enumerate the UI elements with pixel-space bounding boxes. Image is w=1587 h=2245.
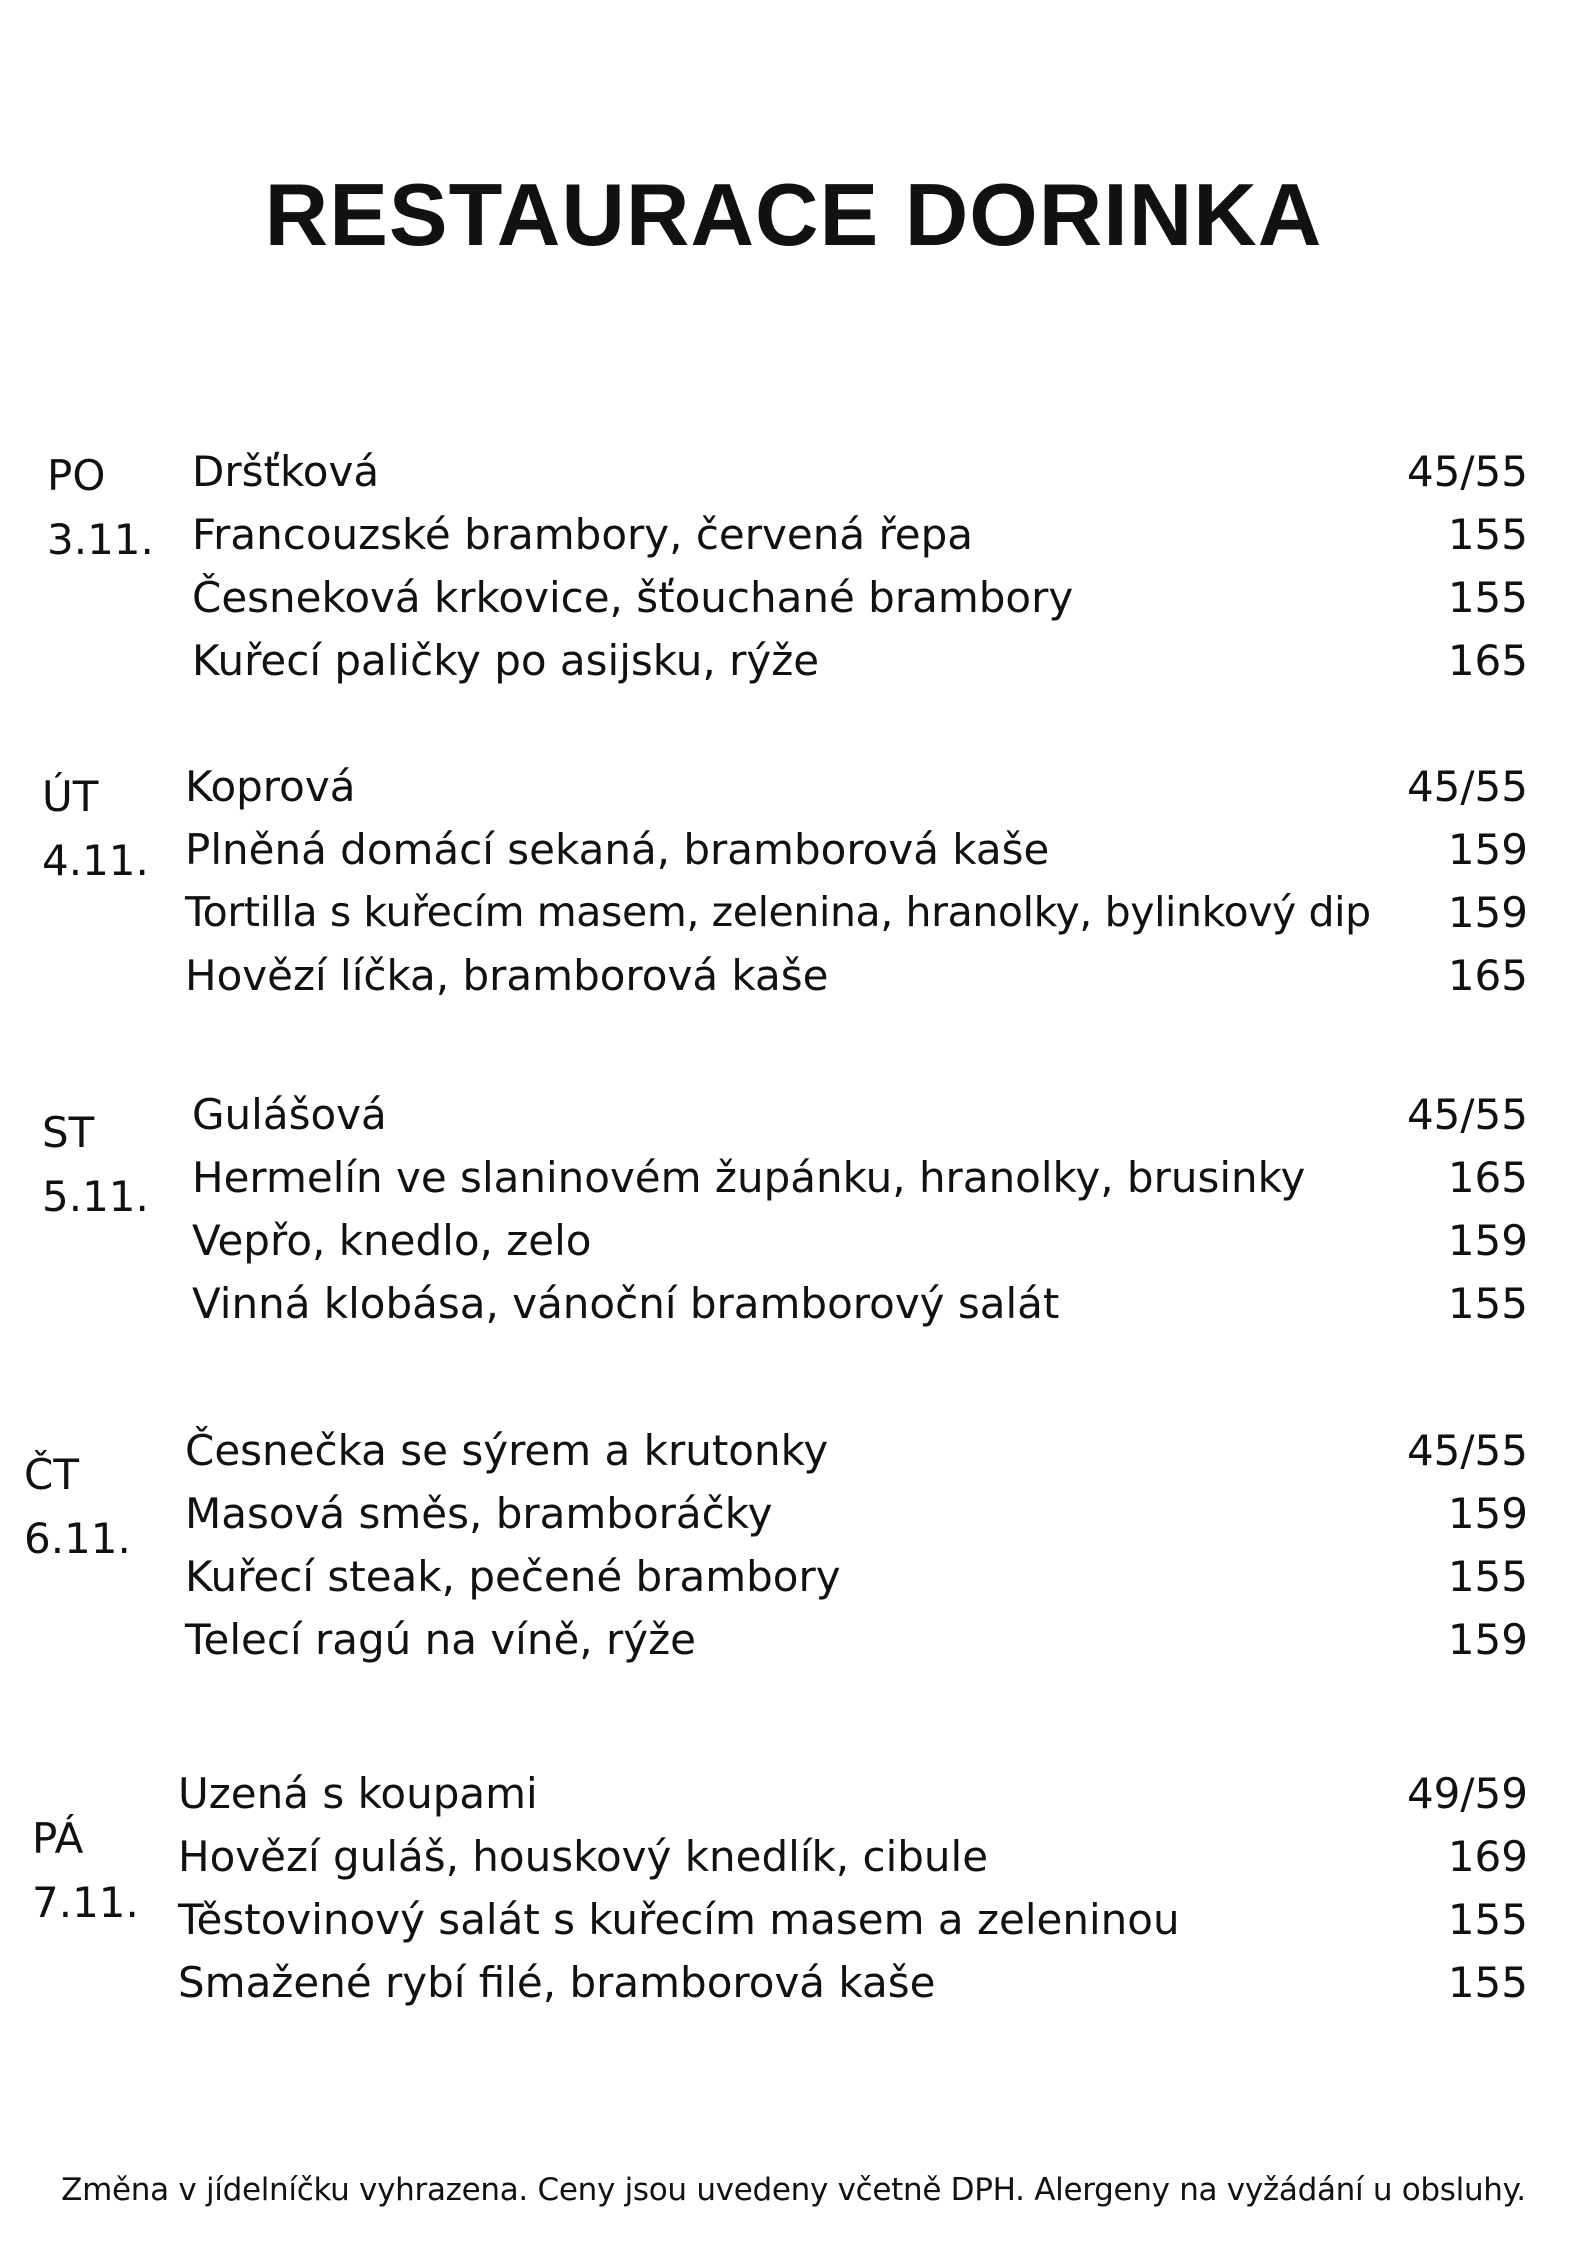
dish-name: Hovězí guláš, houskový knedlík, cibule — [178, 1832, 989, 1881]
dish-price: 165 — [1447, 1153, 1528, 1202]
dish-price: 155 — [1447, 510, 1528, 559]
dish-name: Vinná klobása, vánoční bramborový salát — [192, 1279, 1060, 1328]
menu-item — [192, 566, 1528, 629]
dish-price: 45/55 — [1406, 447, 1528, 496]
menu-items — [185, 755, 1528, 1007]
day-label — [32, 1807, 139, 1935]
dish-name: Kuřecí steak, pečené brambory — [185, 1552, 841, 1601]
menu-items — [192, 440, 1528, 692]
dish-name: Plněná domácí sekaná, bramborová kaše — [185, 825, 1050, 874]
menu-item — [185, 1545, 1528, 1608]
dish-price: 169 — [1447, 1832, 1528, 1881]
dish-name: Hovězí líčka, bramborová kaše — [185, 951, 829, 1000]
dish-price: 155 — [1447, 1895, 1528, 1944]
dish-name: Hermelín ve slaninovém župánku, hranolky, brusinky — [192, 1153, 1306, 1202]
menu-items — [185, 1419, 1528, 1671]
menu-item — [192, 1083, 1528, 1146]
dish-price: 159 — [1447, 825, 1528, 874]
dish-name: Tortilla s kuřecím masem, zelenina, hranolky, bylinkový dip — [185, 888, 1371, 936]
menu-item — [178, 1825, 1528, 1888]
dish-price: 159 — [1447, 1216, 1528, 1265]
menu-item — [185, 881, 1528, 944]
day-name: ČT — [24, 1450, 79, 1499]
menu-item — [185, 944, 1528, 1007]
day-name: ÚT — [42, 772, 99, 821]
menu-item — [185, 818, 1528, 881]
menu-item — [192, 629, 1528, 692]
dish-name: Francouzské brambory, červená řepa — [192, 510, 974, 559]
footer-note: Změna v jídelníčku vyhrazena. Ceny jsou uvedeny včetně DPH. Alergeny na vyžádání u obsluhy. — [61, 2172, 1526, 2208]
day-date: 7.11. — [32, 1878, 139, 1927]
dish-price: 159 — [1447, 1489, 1528, 1538]
dish-name: Česneková krkovice, šťouchané brambory — [192, 573, 1074, 622]
menu-item — [192, 1272, 1528, 1335]
dish-price: 45/55 — [1406, 1090, 1528, 1139]
dish-name: Smažené rybí filé, bramborová kaše — [178, 1958, 936, 2007]
dish-price: 159 — [1447, 1615, 1528, 1664]
dish-name: Koprová — [185, 762, 356, 811]
menu-item — [178, 1951, 1528, 2014]
page-title: RESTAURACE DORINKA — [264, 165, 1323, 264]
day-name: PÁ — [32, 1814, 84, 1863]
dish-name: Telecí ragú na víně, rýže — [185, 1615, 697, 1664]
menu-items — [178, 1762, 1528, 2014]
dish-name: Vepřo, knedlo, zelo — [192, 1216, 592, 1265]
dish-price: 45/55 — [1406, 1426, 1528, 1475]
dish-price: 165 — [1447, 951, 1528, 1000]
menu-item — [178, 1888, 1528, 1951]
dish-name: Česnečka se sýrem a krutonky — [185, 1426, 829, 1475]
dish-price: 165 — [1447, 636, 1528, 685]
dish-name: Kuřecí paličky po asijsku, rýže — [192, 636, 820, 685]
menu-item — [192, 1146, 1528, 1209]
day-label — [47, 444, 154, 572]
menu-item — [185, 755, 1528, 818]
dish-price: 155 — [1447, 573, 1528, 622]
dish-name: Gulášová — [192, 1090, 387, 1139]
menu-item — [185, 1419, 1528, 1482]
day-label — [24, 1443, 131, 1571]
dish-price: 159 — [1447, 888, 1528, 937]
dish-price: 155 — [1447, 1279, 1528, 1328]
menu-item — [192, 440, 1528, 503]
day-date: 5.11. — [42, 1172, 149, 1221]
day-label — [42, 1101, 149, 1229]
dish-name: Dršťková — [192, 447, 380, 496]
day-date: 6.11. — [24, 1514, 131, 1563]
dish-name: Uzená s koupami — [178, 1769, 538, 1818]
day-date: 4.11. — [42, 836, 149, 885]
menu-item — [192, 503, 1528, 566]
day-date: 3.11. — [47, 515, 154, 564]
menu-items — [192, 1083, 1528, 1335]
day-name: ST — [42, 1108, 95, 1157]
dish-price: 49/59 — [1406, 1769, 1528, 1818]
dish-name: Masová směs, bramboráčky — [185, 1489, 773, 1538]
menu-item — [185, 1482, 1528, 1545]
menu-item — [192, 1209, 1528, 1272]
dish-price: 155 — [1447, 1552, 1528, 1601]
dish-price: 155 — [1447, 1958, 1528, 2007]
menu-item — [178, 1762, 1528, 1825]
menu-item — [185, 1608, 1528, 1671]
day-name: PO — [47, 451, 106, 500]
dish-price: 45/55 — [1406, 762, 1528, 811]
day-label — [42, 765, 149, 893]
dish-name: Těstovinový salát s kuřecím masem a zeleninou — [178, 1895, 1180, 1944]
